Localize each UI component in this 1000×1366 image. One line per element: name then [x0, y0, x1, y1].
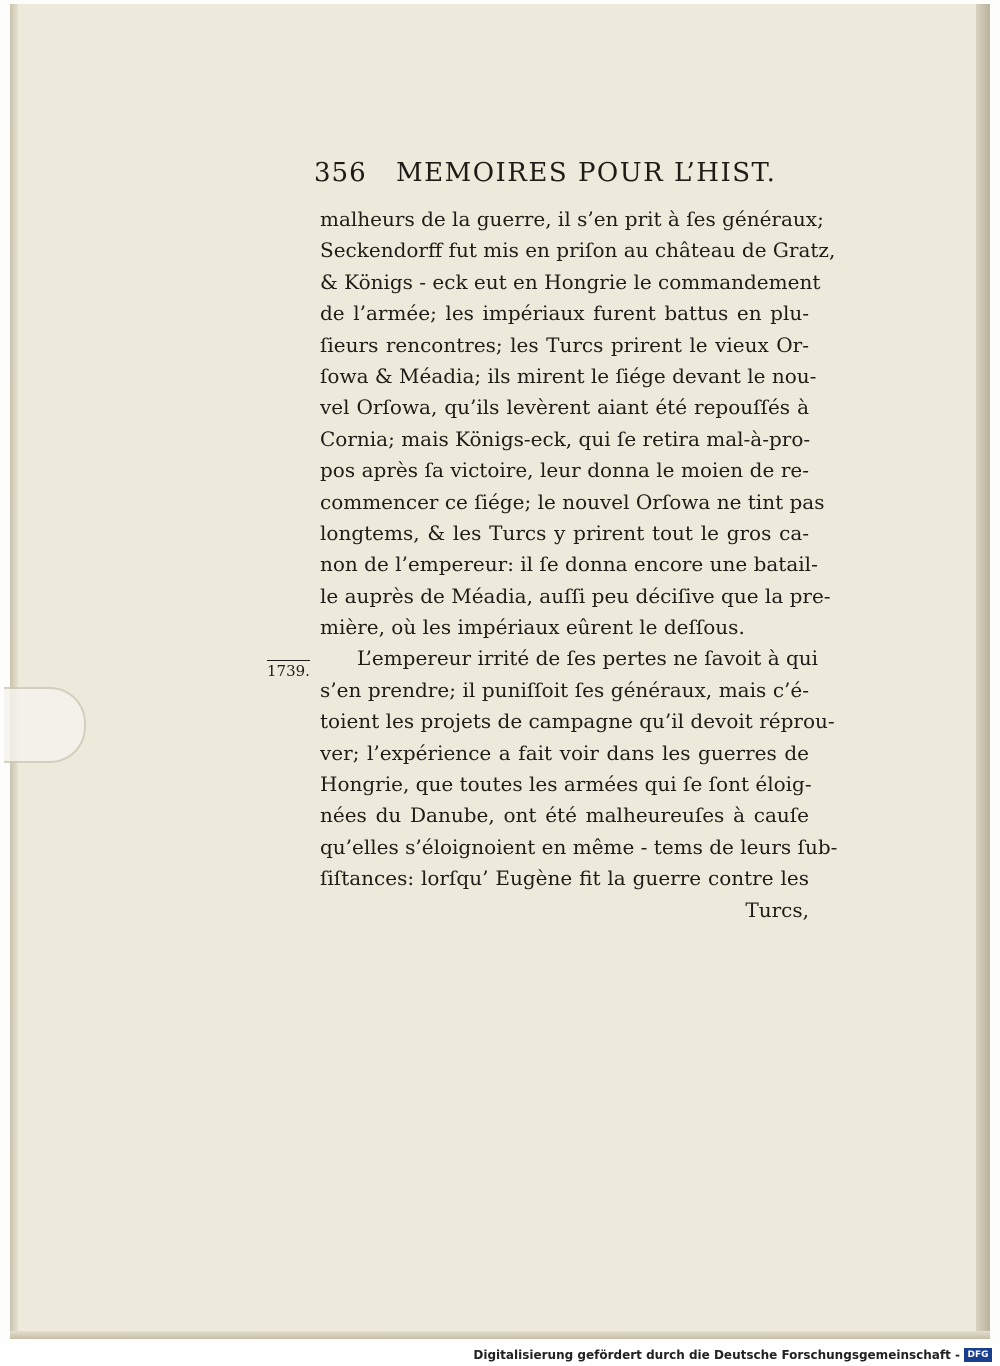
text-line: vel Orſowa, qu’ils levèrent aiant été repouſſés à: [320, 395, 809, 420]
margin-year-note: 1739.: [267, 662, 310, 680]
bookmark-tab: [4, 687, 86, 763]
catchword: Turcs,: [745, 897, 809, 922]
text-line: ſiſtances: lorſqu’ Eugène fit la guerre contre les: [320, 866, 809, 891]
digitization-credit: Digitalisierung gefördert durch die Deutsche Forschungsgemeinschaft -: [473, 1348, 960, 1362]
text-line: ver; l’expérience a fait voir dans les guerres de: [320, 740, 809, 765]
text-line: toient les projets de campagne qu’il devoit réprou-: [320, 709, 835, 734]
text-line: de l’armée; les impériaux furent battus en plu-: [320, 301, 809, 326]
text-line: commencer ce ſiége; le nouvel Orſowa ne tint pas: [320, 489, 825, 514]
page-edge-right: [976, 4, 990, 1339]
text-line: pos après ſa victoire, leur donna le moien de re-: [320, 458, 809, 483]
text-line: le auprès de Méadia, auſſi peu déciſive que la pre-: [320, 583, 831, 608]
page-edge-bottom: [10, 1331, 990, 1339]
text-line: longtems, & les Turcs y prirent tout le gros ca-: [320, 520, 809, 545]
paragraph-start-line: L’empereur irrité de ſes pertes ne ſavoit à qui: [357, 646, 819, 671]
text-line: Cornia; mais Königs-eck, qui ſe retira mal-à-pro-: [320, 426, 811, 451]
text-line: non de l’empereur: il ſe donna encore une batail-: [320, 552, 818, 577]
text-line: malheurs de la guerre, il s’en prit à ſes généraux;: [320, 207, 824, 231]
footer-bar: [0, 1345, 1000, 1366]
body-text: [320, 204, 838, 926]
page-number: 356: [314, 158, 367, 188]
running-head: MEMOIRES POUR L’HIST.: [396, 158, 777, 188]
text-line: nées du Danube, ont été malheureuſes à cauſe: [320, 803, 809, 828]
text-line: ſieurs rencontres; les Turcs prirent le vieux Or-: [320, 332, 809, 357]
text-line: qu’elles s’éloignoient en même - tems de leurs ſub-: [320, 834, 838, 859]
text-line: s’en prendre; il puniſſoit ſes généraux, mais c’é-: [320, 677, 809, 702]
text-line: ſowa & Méadia; ils mirent le ſiége devant le nou-: [320, 363, 817, 388]
text-line: Hongrie, que toutes les armées qui ſe ſont éloig-: [320, 772, 812, 797]
page-header: [314, 154, 810, 194]
text-line: mière, où les impériaux eûrent le deſſous.: [320, 615, 745, 640]
text-line: & Königs - eck eut en Hongrie le commandement: [320, 269, 821, 294]
page-edge-left: [10, 4, 18, 1339]
dfg-logo: DFG: [964, 1348, 992, 1362]
text-line: Seckendorff fut mis en priſon au château de Gratz,: [320, 238, 836, 263]
